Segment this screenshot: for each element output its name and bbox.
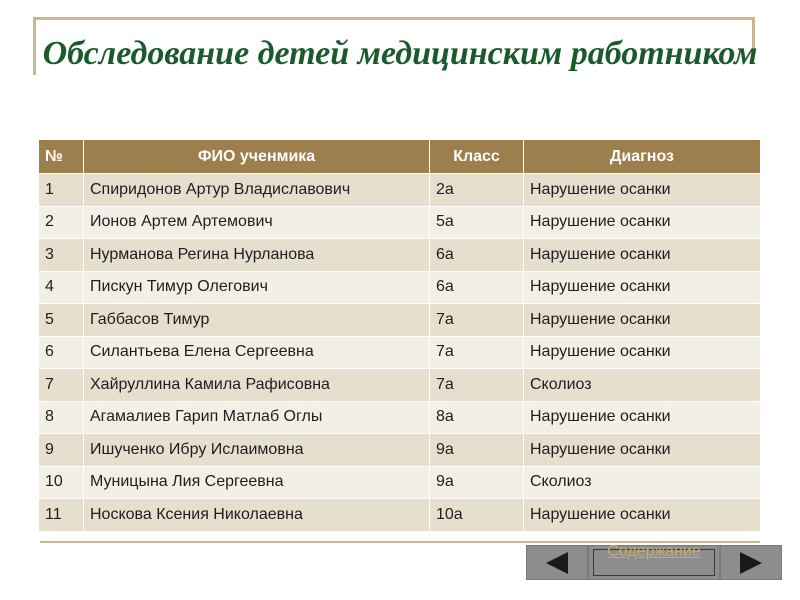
cell-diagnosis: Нарушение осанки	[524, 434, 761, 467]
table-row	[39, 271, 761, 304]
cell-class: 7а	[430, 304, 524, 337]
table-row	[39, 499, 761, 532]
cell-name: Нурманова Регина Нурланова	[84, 239, 430, 272]
table-row	[39, 369, 761, 402]
cell-class: 9а	[430, 466, 524, 499]
cell-class: 9а	[430, 434, 524, 467]
header-number: №	[39, 140, 84, 174]
cell-number: 8	[39, 401, 84, 434]
table-row	[39, 466, 761, 499]
cell-class: 5а	[430, 206, 524, 239]
cell-diagnosis: Нарушение осанки	[524, 401, 761, 434]
cell-number: 7	[39, 369, 84, 402]
frame-top-line	[34, 17, 754, 20]
contents-link[interactable]: Содержание	[607, 543, 701, 560]
cell-name: Носкова Ксения Николаевна	[84, 499, 430, 532]
cell-number: 5	[39, 304, 84, 337]
cell-diagnosis: Нарушение осанки	[524, 499, 761, 532]
table-row	[39, 304, 761, 337]
cell-number: 1	[39, 174, 84, 207]
cell-number: 9	[39, 434, 84, 467]
table-row	[39, 239, 761, 272]
slide-title: Обследование детей медицинским работником	[42, 35, 758, 72]
contents-button[interactable]	[588, 545, 720, 580]
cell-diagnosis: Нарушение осанки	[524, 271, 761, 304]
table-row	[39, 174, 761, 207]
cell-name: Ионов Артем Артемович	[84, 206, 430, 239]
table-row	[39, 206, 761, 239]
cell-number: 2	[39, 206, 84, 239]
cell-name: Габбасов Тимур	[84, 304, 430, 337]
cell-class: 10а	[430, 499, 524, 532]
cell-name: Ишученко Ибру Ислаимовна	[84, 434, 430, 467]
cell-name: Силантьева Елена Сергеевна	[84, 336, 430, 369]
cell-class: 6а	[430, 271, 524, 304]
previous-slide-button[interactable]	[526, 545, 588, 580]
cell-number: 11	[39, 499, 84, 532]
table-header-row	[39, 140, 761, 174]
cell-number: 4	[39, 271, 84, 304]
cell-class: 7а	[430, 369, 524, 402]
cell-name: Пискун Тимур Олегович	[84, 271, 430, 304]
cell-diagnosis: Нарушение осанки	[524, 206, 761, 239]
cell-name: Хайруллина Камила Рафисовна	[84, 369, 430, 402]
cell-number: 3	[39, 239, 84, 272]
cell-name: Спиридонов Артур Владиславович	[84, 174, 430, 207]
frame-left-line	[33, 17, 36, 75]
table-row	[39, 434, 761, 467]
header-diagnosis: Диагноз	[524, 140, 761, 174]
cell-diagnosis: Сколиоз	[524, 466, 761, 499]
cell-diagnosis: Нарушение осанки	[524, 174, 761, 207]
cell-class: 6а	[430, 239, 524, 272]
header-class: Класс	[430, 140, 524, 174]
cell-name: Муницына Лия Сергеевна	[84, 466, 430, 499]
next-slide-button[interactable]	[720, 545, 782, 580]
table-row	[39, 401, 761, 434]
cell-number: 6	[39, 336, 84, 369]
cell-class: 7а	[430, 336, 524, 369]
triangle-left-icon	[546, 552, 568, 574]
cell-diagnosis: Нарушение осанки	[524, 336, 761, 369]
cell-class: 2а	[430, 174, 524, 207]
cell-number: 10	[39, 466, 84, 499]
cell-diagnosis: Нарушение осанки	[524, 304, 761, 337]
students-table	[38, 139, 761, 532]
header-name: ФИО ученмика	[84, 140, 430, 174]
cell-diagnosis: Нарушение осанки	[524, 239, 761, 272]
cell-class: 8а	[430, 401, 524, 434]
table-row	[39, 336, 761, 369]
cell-name: Агамалиев Гарип Матлаб Оглы	[84, 401, 430, 434]
triangle-right-icon	[740, 552, 762, 574]
cell-diagnosis: Сколиоз	[524, 369, 761, 402]
